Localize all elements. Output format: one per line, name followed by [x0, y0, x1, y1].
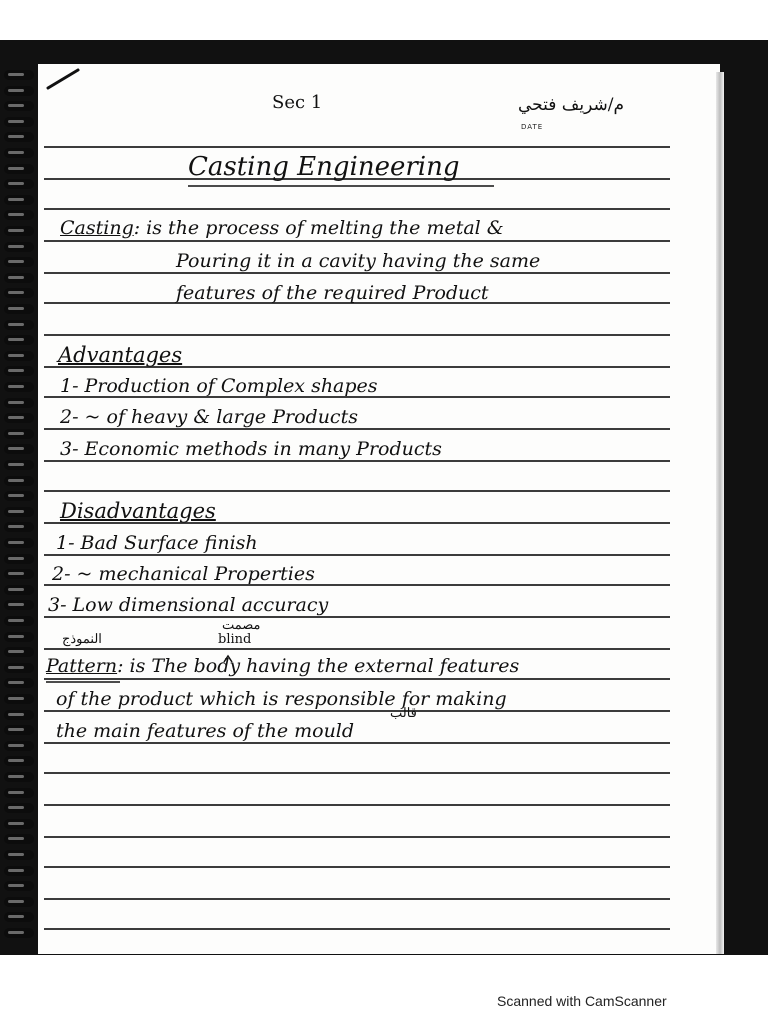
spiral-coil: [4, 257, 34, 267]
spiral-coil: [4, 694, 34, 704]
spiral-coil: [4, 351, 34, 361]
ruled-line: [44, 272, 670, 274]
spiral-coil: [4, 429, 34, 439]
spiral-coil: [4, 834, 34, 844]
spiral-coil: [4, 413, 34, 423]
spiral-coil: [4, 226, 34, 236]
spiral-coil: [4, 772, 34, 782]
spiral-coil: [4, 164, 34, 174]
pattern-definition-line-3: the main features of the mould: [56, 720, 355, 742]
ruled-line: [44, 460, 670, 462]
spiral-coil: [4, 382, 34, 392]
spiral-coil: [4, 725, 34, 735]
ruled-line: [44, 554, 670, 556]
casting-term: Casting: [60, 217, 134, 239]
disadvantages-item-2: 2- ~ mechanical Properties: [52, 563, 315, 585]
page-edge: [716, 72, 724, 954]
ruled-line: [44, 428, 670, 430]
spiral-coil: [4, 288, 34, 298]
spiral-binding: [0, 70, 40, 950]
spiral-coil: [4, 554, 34, 564]
ruled-line: [44, 616, 670, 618]
spiral-coil: [4, 647, 34, 657]
disadvantages-heading: Disadvantages: [60, 499, 216, 523]
spiral-coil: [4, 366, 34, 376]
spiral-coil: [4, 86, 34, 96]
casting-definition-line-3: features of the required Product: [176, 282, 489, 304]
disadvantages-item-3: 3- Low dimensional accuracy: [48, 594, 329, 616]
ruled-line: [44, 648, 670, 650]
date-label: DATE: [521, 123, 544, 131]
advantages-item-2: 2- ~ of heavy & large Products: [60, 406, 358, 428]
spiral-coil: [4, 273, 34, 283]
casting-definition-line-2: Pouring it in a cavity having the same: [176, 250, 541, 272]
pattern-arabic-note: النموذج: [62, 632, 102, 647]
spiral-coil: [4, 632, 34, 642]
spiral-coil: [4, 866, 34, 876]
ruled-line: [44, 804, 670, 806]
pattern-term: Pattern: [46, 655, 118, 677]
ruled-line: [44, 240, 670, 242]
spiral-coil: [4, 148, 34, 158]
ruled-line: [44, 928, 670, 930]
pattern-definition-line-1: [46, 655, 519, 677]
spiral-coil: [4, 600, 34, 610]
spiral-coil: [4, 756, 34, 766]
ruled-line: [44, 710, 670, 712]
ruled-line: [44, 836, 670, 838]
spiral-coil: [4, 538, 34, 548]
pattern-definition-line-2: of the product which is responsible for making: [56, 688, 507, 710]
blind-arabic-note: مصمت: [222, 618, 261, 633]
ruled-line: [44, 742, 670, 744]
ruled-line: [44, 772, 670, 774]
spiral-coil: [4, 803, 34, 813]
spiral-coil: [4, 476, 34, 486]
advantages-heading: Advantages: [58, 343, 183, 367]
ruled-line: [44, 146, 670, 148]
spiral-coil: [4, 195, 34, 205]
section-label: Sec 1: [272, 92, 323, 113]
spiral-coil: [4, 928, 34, 938]
spiral-coil: [4, 304, 34, 314]
spiral-coil: [4, 210, 34, 220]
spiral-coil: [4, 398, 34, 408]
spiral-coil: [4, 70, 34, 80]
ruled-line: [44, 334, 670, 336]
page-title: Casting Engineering: [188, 152, 460, 182]
spiral-coil: [4, 569, 34, 579]
spiral-coil: [4, 460, 34, 470]
advantages-item-1: 1- Production of Complex shapes: [60, 375, 378, 397]
spiral-coil: [4, 132, 34, 142]
spiral-coil: [4, 710, 34, 720]
spiral-coil: [4, 788, 34, 798]
spiral-coil: [4, 616, 34, 626]
ruled-line: [44, 866, 670, 868]
spiral-coil: [4, 335, 34, 345]
disadvantages-item-1: 1- Bad Surface finish: [56, 532, 258, 554]
camscanner-watermark: Scanned with CamScanner: [497, 993, 667, 1009]
spiral-coil: [4, 320, 34, 330]
spiral-coil: [4, 522, 34, 532]
spiral-coil: [4, 117, 34, 127]
casting-text-1: : is the process of melting the metal &: [133, 217, 504, 239]
mould-arabic-note: قالب: [390, 706, 417, 721]
ruled-line: [44, 208, 670, 210]
spiral-coil: [4, 741, 34, 751]
spiral-coil: [4, 912, 34, 922]
spiral-coil: [4, 678, 34, 688]
spiral-coil: [4, 444, 34, 454]
author-name: م/شريف فتحي: [518, 95, 625, 115]
casting-definition-line-1: [60, 217, 504, 239]
spiral-coil: [4, 507, 34, 517]
corner-mark: [46, 66, 82, 92]
pattern-text-1: : is The body having the external features: [117, 655, 520, 677]
spiral-coil: [4, 179, 34, 189]
ruled-line: [44, 678, 670, 680]
blind-note: blind: [218, 632, 252, 647]
spiral-coil: [4, 850, 34, 860]
spiral-coil: [4, 242, 34, 252]
ruled-line: [44, 898, 670, 900]
spiral-coil: [4, 663, 34, 673]
spiral-coil: [4, 491, 34, 501]
spiral-coil: [4, 881, 34, 891]
spiral-coil: [4, 897, 34, 907]
spiral-coil: [4, 101, 34, 111]
ruled-line: [44, 490, 670, 492]
spiral-coil: [4, 585, 34, 595]
spiral-coil: [4, 819, 34, 829]
advantages-item-3: 3- Economic methods in many Products: [60, 438, 442, 460]
